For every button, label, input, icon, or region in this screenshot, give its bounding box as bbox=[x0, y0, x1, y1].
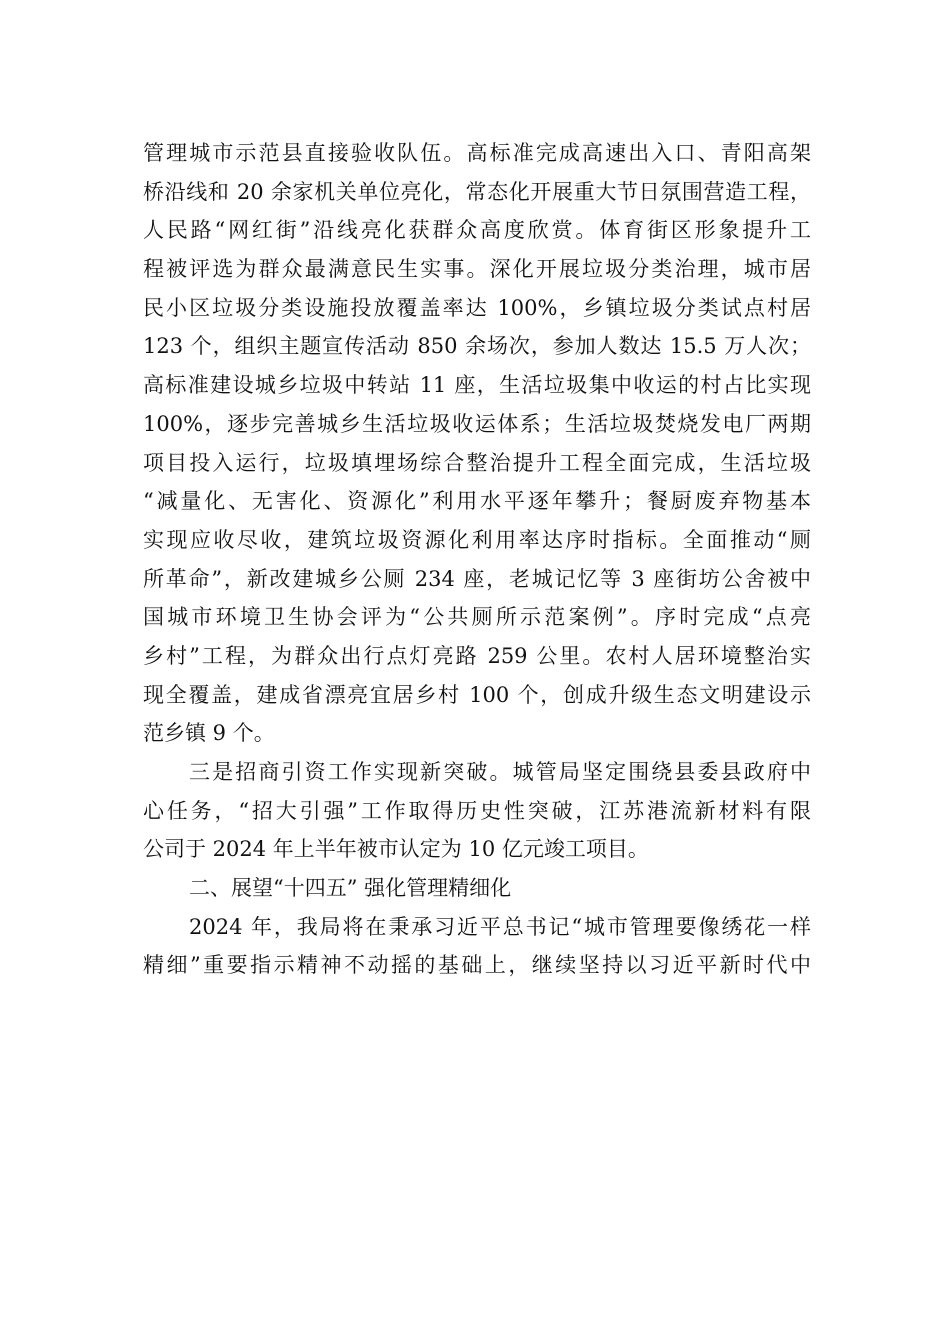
paragraph-line: 项目投入运行，垃圾填埋场综合整治提升工程全面完成，生活垃圾 bbox=[143, 450, 811, 475]
paragraph-line: 高标准建设城乡垃圾中转站 11 座，生活垃圾集中收运的村占比实现 bbox=[143, 373, 811, 398]
paragraph-line: 范乡镇 9 个。 bbox=[143, 721, 275, 746]
paragraph-line: 心任务，“招大引强”工作取得历史性突破，江苏港流新材料有限 bbox=[143, 798, 811, 823]
paragraph-line: 管理城市示范县直接验收队伍。高标准完成高速出入口、青阳高架 bbox=[143, 141, 811, 165]
paragraph-line: 现全覆盖，建成省漂亮宜居乡村 100 个，创成升级生态文明建设示 bbox=[143, 682, 811, 707]
paragraph-line: 国城市环境卫生协会评为“公共厕所示范案例”。序时完成“点亮 bbox=[143, 605, 811, 630]
paragraph-line: 所革命”，新改建城乡公厕 234 座，老城记忆等 3 座街坊公舍被中 bbox=[143, 566, 811, 591]
paragraph-line: 精细”重要指示精神不动摇的基础上，继续坚持以习近平新时代中 bbox=[143, 953, 811, 978]
paragraph-line: 乡村”工程，为群众出行点灯亮路 259 公里。农村人居环境整治实 bbox=[143, 643, 811, 668]
paragraph-line: 123 个，组织主题宣传活动 850 余场次，参加人数达 15.5 万人次； bbox=[143, 334, 811, 359]
document-body bbox=[143, 134, 811, 985]
paragraph-first-line: 三是招商引资工作实现新突破。城管局坚定围绕县委县政府中 bbox=[189, 760, 811, 784]
paragraph-line: 人民路“网红街”沿线亮化获群众高度欣赏。体育街区形象提升工 bbox=[143, 218, 811, 243]
paragraph-line: “减量化、无害化、资源化”利用水平逐年攀升；餐厨废弃物基本 bbox=[143, 489, 811, 514]
paragraph-line: 民小区垃圾分类设施投放覆盖率达 100%，乡镇垃圾分类试点村居 bbox=[143, 295, 811, 320]
paragraph-line: 公司于 2024 年上半年被市认定为 10 亿元竣工项目。 bbox=[143, 837, 649, 862]
paragraph-line: 实现应收尽收，建筑垃圾资源化利用率达序时指标。全面推动“厕 bbox=[143, 527, 811, 552]
paragraph-line: 桥沿线和 20 余家机关单位亮化，常态化开展重大节日氛围营造工程， bbox=[143, 179, 811, 204]
paragraph-first-line: 2024 年，我局将在秉承习近平总书记“城市管理要像绣花一样 bbox=[189, 914, 811, 939]
paragraph-line: 100%，逐步完善城乡生活垃圾收运体系；生活垃圾焚烧发电厂两期 bbox=[143, 411, 811, 436]
section-heading: 二、展望“十四五” 强化管理精细化 bbox=[189, 876, 512, 901]
paragraph-line: 程被评选为群众最满意民生实事。深化开展垃圾分类治理，城市居 bbox=[143, 257, 811, 282]
